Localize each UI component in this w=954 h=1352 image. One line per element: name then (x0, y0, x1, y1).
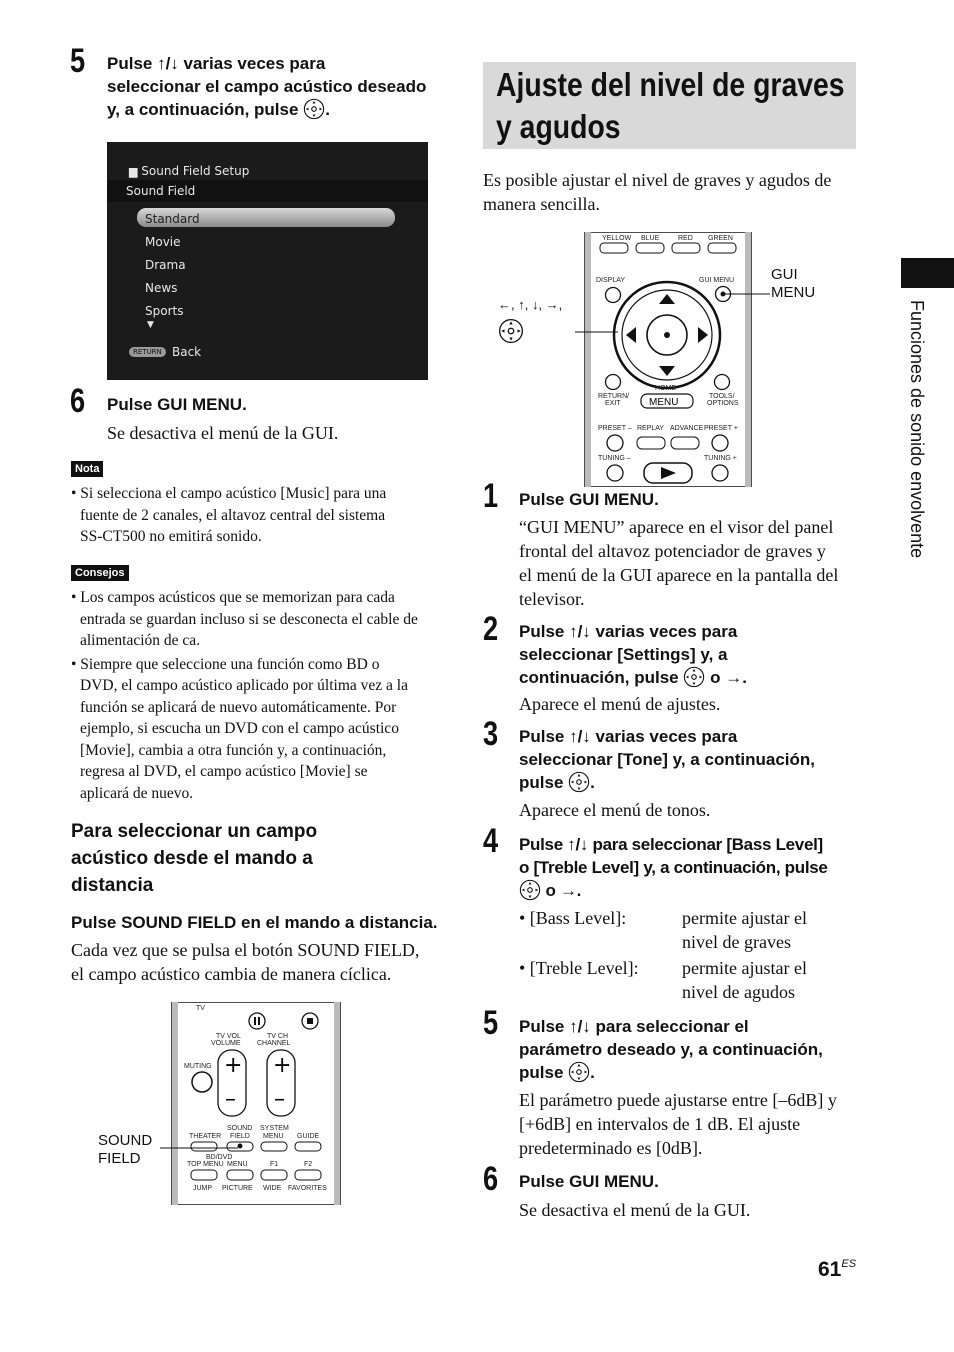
stop-icon (307, 1018, 313, 1024)
plus-icon: + (273, 1053, 292, 1078)
page-number-value: 61 (818, 1258, 842, 1281)
step-6r-title: Pulse GUI MENU. (519, 1172, 659, 1191)
remote-label: RED (678, 235, 693, 242)
instruction-desc (71, 938, 461, 986)
enter-icon (519, 879, 541, 901)
bass-term: • [Bass Level]: (519, 908, 627, 928)
remote-label: HOME (655, 385, 676, 392)
step-2-title (519, 620, 864, 689)
subheading-line: distancia (71, 875, 154, 896)
tip-line: ejemplo, si escucha un DVD con el campo acústico (80, 720, 399, 737)
desc-line: frontal del altavoz potenciador de graves y (519, 541, 826, 561)
remote-label: WIDE (263, 1185, 282, 1192)
remote-label: MENU (227, 1161, 248, 1168)
nota-text (71, 483, 451, 548)
preset-minus-button[interactable] (607, 435, 623, 451)
remote-label: FIELD (230, 1133, 250, 1140)
minus-icon: – (225, 1087, 236, 1112)
replay-button[interactable] (637, 437, 665, 449)
treble-term: • [Treble Level]: (519, 958, 639, 978)
step-6-title: Pulse GUI MENU. (107, 395, 247, 414)
remote-label: DISPLAY (596, 277, 626, 284)
screen-item-sports[interactable]: Sports (145, 304, 184, 318)
return-button[interactable] (606, 375, 621, 390)
pause-icon (258, 1017, 260, 1025)
screen-item-news[interactable]: News (145, 281, 178, 295)
desc-line: televisor. (519, 589, 585, 609)
enter-icon (683, 666, 705, 688)
bass-def (682, 906, 807, 954)
step-3-desc: Aparece el menú de tonos. (519, 800, 711, 820)
step-number: 2 (483, 610, 499, 648)
section-sidebar-label: Funciones de sonido envolvente (907, 300, 927, 559)
menu-button[interactable] (227, 1170, 253, 1180)
remote-control-top (160, 1002, 350, 1205)
note-line: fuente de 2 canales, el altavoz central del sistema (80, 506, 386, 524)
step-line: o [Treble Level] y, a continuación, pulse (519, 858, 828, 877)
screen-item-standard[interactable]: Standard (145, 212, 200, 226)
step-line: Pulse ↑/↓ varias veces para (519, 622, 738, 641)
top-menu-button[interactable] (191, 1170, 217, 1180)
green-button[interactable] (708, 243, 736, 253)
remote-label: VOLUME (211, 1040, 241, 1047)
yellow-button[interactable] (600, 243, 628, 253)
step-line: Pulse ↑/↓ varias veces para (519, 727, 738, 746)
remote-label: THEATER (189, 1133, 222, 1140)
step-1-desc (519, 515, 864, 611)
step-number: 6 (70, 382, 86, 420)
tools-button[interactable] (715, 375, 730, 390)
instruction-line: el campo acústico cambia de manera cíclica. (71, 964, 392, 984)
return-badge: RETURN (129, 347, 166, 357)
tip-line: • Siempre que seleccione una función como BD o (71, 655, 380, 673)
consejos-text (71, 587, 451, 804)
pause-button[interactable] (249, 1013, 265, 1029)
step-line: Pulse ↑/↓ varias veces para (107, 54, 326, 73)
step-number: 5 (70, 42, 86, 80)
step-number: 3 (483, 715, 499, 753)
subheading-line: Para seleccionar un campo (71, 821, 318, 842)
f2-button[interactable] (295, 1170, 321, 1180)
remote-label: REPLAY (637, 425, 665, 432)
step-line: seleccionar [Settings] y, a (519, 645, 728, 664)
step-6r-desc: Se desactiva el menú de la GUI. (519, 1200, 751, 1220)
step-line (519, 666, 864, 689)
system-menu-button[interactable] (261, 1142, 287, 1151)
step-number: 6 (483, 1160, 499, 1198)
sound-field-callout (98, 1132, 152, 1168)
remote-label: BLUE (641, 235, 660, 242)
step-number: 1 (483, 477, 499, 515)
remote-label: JUMP (193, 1185, 213, 1192)
step-line-end: o →. (545, 881, 582, 900)
remote-label: GREEN (708, 235, 733, 242)
callout-line: FIELD (98, 1150, 141, 1167)
step-5r-title (519, 1015, 864, 1084)
enter-icon (568, 771, 590, 793)
remote-label: PRESET – (598, 425, 632, 432)
remote-label: ADVANCE (670, 425, 704, 432)
remote-label: RETURN/ (598, 393, 630, 400)
step-line-end: o →. (710, 668, 747, 687)
step-line (519, 771, 864, 794)
step-line-text: pulse (519, 1063, 564, 1082)
tip-line: DVD, el campo acústico aplicado por última vez a la (80, 677, 408, 694)
def-line: nivel de agudos (682, 982, 795, 1002)
step-4-title (519, 833, 864, 902)
intro-line: manera sencilla. (483, 194, 600, 214)
step-line-end: . (325, 100, 330, 119)
consejos-badge: Consejos (71, 565, 129, 581)
page-number (818, 1258, 856, 1282)
desc-line: predeterminado es [0dB]. (519, 1138, 703, 1158)
callout-line: GUI (771, 266, 798, 283)
tip-line: aplicará de nuevo. (80, 784, 194, 802)
intro-line: Es posible ajustar el nivel de graves y agudos de (483, 170, 832, 190)
red-button[interactable] (672, 243, 700, 253)
screen-subtitle: Sound Field (126, 184, 196, 198)
sound-field-screen (107, 142, 428, 380)
step-line (519, 1061, 864, 1084)
def-line: nivel de graves (682, 932, 791, 952)
remote-label: TV CH (267, 1033, 288, 1040)
page-number-suffix: ES (841, 1258, 857, 1270)
menu-button-label: MENU (649, 397, 679, 408)
step-2-desc: Aparece el menú de ajustes. (519, 694, 721, 714)
plus-icon: + (224, 1053, 243, 1078)
section-tab-marker (901, 258, 954, 288)
step-number: 5 (483, 1004, 499, 1042)
desc-line: el menú de la GUI aparece en la pantalla del (519, 565, 839, 585)
remote-label: F2 (304, 1161, 313, 1168)
step-line (519, 879, 864, 902)
screen-item-movie[interactable]: Movie (145, 235, 181, 249)
remote-label: BD/DVD (206, 1154, 233, 1161)
screen-title-text: Sound Field Setup (141, 164, 250, 178)
step-number: 4 (483, 822, 499, 860)
nota-badge: Nota (71, 461, 103, 477)
remote-label: TOP MENU (187, 1161, 224, 1168)
step-6-desc: Se desactiva el menú de la GUI. (107, 423, 339, 443)
step-line-text: y, a continuación, pulse (107, 100, 299, 119)
theater-button[interactable] (191, 1142, 217, 1151)
advance-button[interactable] (671, 437, 699, 449)
step-3-title (519, 725, 864, 794)
remote-label: TUNING – (598, 455, 631, 462)
screen-title (129, 164, 249, 178)
step-line: parámetro deseado y, a continuación, (519, 1040, 823, 1059)
remote-label: PICTURE (222, 1185, 253, 1192)
def-line: permite ajustar el (682, 958, 807, 978)
remote-label: F1 (270, 1161, 279, 1168)
pause-icon (254, 1017, 256, 1025)
remote-subheading (71, 818, 451, 899)
enter-dot (664, 332, 670, 338)
remote-label: SOUND (227, 1125, 253, 1132)
desc-line: “GUI MENU” aparece en el visor del panel (519, 517, 834, 537)
step-line-end: . (590, 773, 595, 792)
step-1-title: Pulse GUI MENU. (519, 490, 659, 509)
heading-line: Ajuste del nivel de graves (496, 66, 845, 103)
desc-line: [+6dB] en intervalos de 1 dB. El ajuste (519, 1114, 801, 1134)
step-line-text: continuación, pulse (519, 668, 679, 687)
back-label: Back (172, 345, 202, 359)
instruction-title: Pulse SOUND FIELD en el mando a distancia. (71, 913, 438, 932)
remote-label: FAVORITES (288, 1185, 327, 1192)
remote-label: MENU (263, 1133, 284, 1140)
remote-label: MUTING (184, 1063, 212, 1070)
note-line: SS-CT500 no emitirá sonido. (80, 528, 262, 545)
section-heading (496, 64, 845, 148)
gui-menu-callout (771, 266, 815, 302)
step-line: seleccionar [Tone] y, a continuación, (519, 750, 815, 769)
instruction-line: Cada vez que se pulsa el botón SOUND FIELD, (71, 940, 420, 960)
minus-icon: – (274, 1087, 285, 1112)
step-line: Pulse ↑/↓ para seleccionar el (519, 1017, 749, 1036)
remote-label: GUIDE (297, 1133, 320, 1140)
tip-line: [Movie], cambia a otra función y, a continuación, (80, 741, 387, 759)
remote-label: EXIT (605, 400, 621, 407)
step-5r-desc (519, 1088, 864, 1160)
remote-control-nav (520, 232, 770, 487)
note-line: • Si selecciona el campo acústico [Music] para una (71, 485, 387, 502)
step-line: seleccionar el campo acústico deseado (107, 77, 427, 96)
remote-label: TV (196, 1005, 205, 1012)
step-line: Pulse ↑/↓ para seleccionar [Bass Level] (519, 835, 823, 854)
tip-line: alimentación de ca. (80, 632, 201, 649)
remote-label: GUI MENU (699, 277, 734, 284)
remote-label: TV VOL (216, 1033, 241, 1040)
callout-line: SOUND (98, 1132, 153, 1149)
tuning-minus-button[interactable] (607, 465, 623, 481)
guide-button[interactable] (295, 1142, 321, 1151)
remote-label: CHANNEL (257, 1040, 291, 1047)
remote-label: TUNING + (704, 455, 737, 462)
remote-label: TOOLS/ (709, 393, 735, 400)
remote-label: YELLOW (602, 235, 632, 242)
sound-field-dot (238, 1144, 243, 1149)
arrow-keys-callout: ←, ↑, ↓, →, (498, 297, 563, 312)
chevron-down-icon: ▼ (147, 320, 154, 330)
callout-line: MENU (771, 284, 816, 301)
subheading-line: acústico desde el mando a (71, 848, 313, 869)
f1-button[interactable] (261, 1170, 287, 1180)
desc-line: El parámetro puede ajustarse entre [–6dB] y (519, 1090, 837, 1110)
tip-line: • Los campos acústicos que se memorizan para cada (71, 589, 395, 606)
tuning-plus-button[interactable] (712, 465, 728, 481)
step-line-text: pulse (519, 773, 564, 792)
treble-def (682, 956, 807, 1004)
tip-line: entrada se guardan incluso si se desconecta el cable de (80, 610, 418, 628)
enter-icon (568, 1061, 590, 1083)
toolbox-icon: ▆ (129, 165, 138, 178)
remote-label: PRESET + (704, 425, 738, 432)
display-button[interactable] (606, 288, 621, 303)
tip-line: función se aplicará de nuevo automáticamente. Por (80, 698, 397, 716)
step-5-title (107, 52, 457, 121)
remote-label: SYSTEM (260, 1125, 289, 1132)
screen-item-drama[interactable]: Drama (145, 258, 186, 272)
remote-label: OPTIONS (707, 400, 739, 407)
muting-button[interactable] (192, 1072, 212, 1092)
def-line: permite ajustar el (682, 908, 807, 928)
enter-icon (303, 98, 325, 120)
preset-plus-button[interactable] (712, 435, 728, 451)
intro-text (483, 168, 863, 216)
heading-line: y agudos (496, 108, 621, 145)
tip-line: regresa al DVD, el campo acústico [Movie] se (80, 763, 368, 780)
step-line (107, 98, 457, 121)
step-line-end: . (590, 1063, 595, 1082)
blue-button[interactable] (636, 243, 664, 253)
